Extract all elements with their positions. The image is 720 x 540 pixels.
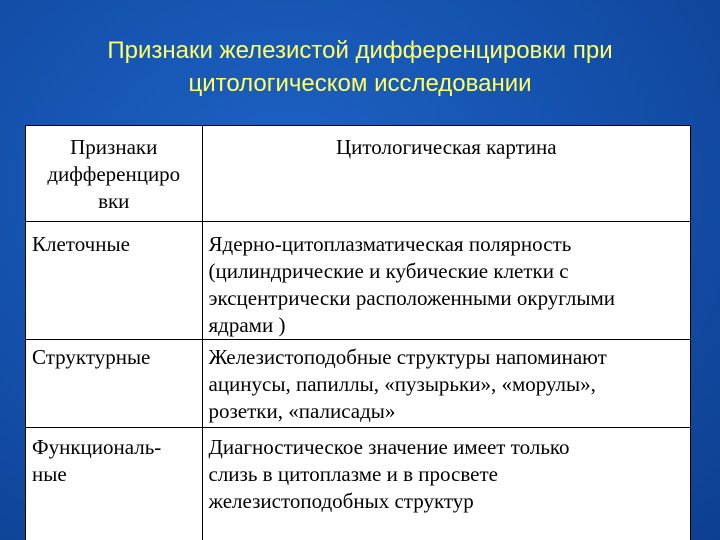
header-signs-line3: вки <box>98 189 130 213</box>
header-signs <box>26 126 202 222</box>
table-row <box>26 428 690 540</box>
differentiation-table <box>25 125 691 540</box>
table-header-row <box>26 126 690 222</box>
sign-functional-line2: ные <box>32 462 67 486</box>
slide-title <box>0 34 720 100</box>
description-functional <box>202 428 690 540</box>
description-structural <box>202 340 690 428</box>
sign-structural: Структурные <box>26 340 202 428</box>
description-line: Диагностическое значение имеет только <box>208 435 570 459</box>
sign-functional-line1: Функциональ- <box>32 435 162 459</box>
sign-cellular: Клеточные <box>26 222 202 340</box>
description-line: эксцентрически расположенными округлыми <box>208 286 615 310</box>
table-row <box>26 340 690 428</box>
table-row <box>26 222 690 340</box>
description-line: ядрами ) <box>208 313 286 337</box>
header-signs-line1: Признаки <box>70 135 158 159</box>
sign-functional <box>26 428 202 540</box>
header-cytology: Цитологическая картина <box>202 126 690 222</box>
slide-title-line1: Признаки железистой дифференцировки при <box>107 37 613 64</box>
description-line: ацинусы, папиллы, «пузырьки», «морулы», <box>208 372 596 396</box>
description-line: железистоподобных структур <box>208 489 474 513</box>
description-line: Ядерно-цитоплазматическая полярность <box>208 232 572 256</box>
description-line: розетки, «палисады» <box>208 399 396 423</box>
description-cellular <box>202 222 690 340</box>
header-signs-line2: дифференциро <box>47 162 181 186</box>
description-line: слизь в цитоплазме и в просвете <box>208 462 498 486</box>
description-line: (цилиндрические и кубические клетки с <box>208 259 569 283</box>
description-line: Железистоподобные структуры напоминают <box>208 345 607 369</box>
slide-title-line2: цитологическом исследовании <box>188 70 532 97</box>
